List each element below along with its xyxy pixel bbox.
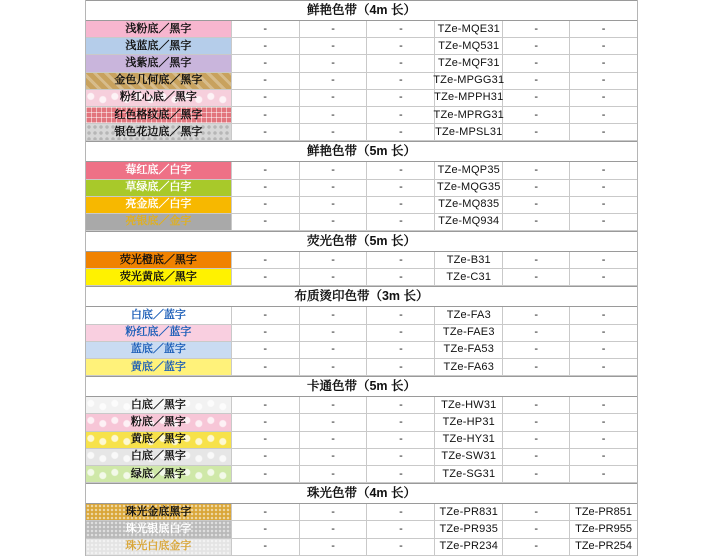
table-row <box>86 397 637 414</box>
model-number-cell: - <box>601 450 606 463</box>
width-cell: - <box>503 73 570 89</box>
width-cell: - <box>367 38 435 54</box>
width-cell: - <box>367 180 435 196</box>
table-row <box>86 107 637 124</box>
width-cell: - <box>232 397 300 413</box>
tape-color-label: 浅紫底／黑字 <box>86 55 232 71</box>
tape-color-label: 白底／黑字 <box>86 397 232 413</box>
width-cell: - <box>232 214 300 230</box>
width-cell: - <box>367 214 435 230</box>
section-title: 荧光色带（5m 长） <box>86 231 637 252</box>
model-number-cell: TZe-SG31 <box>435 466 503 482</box>
width-cell: - <box>503 269 570 285</box>
tape-color-label: 白底／黑字 <box>86 449 232 465</box>
width-cell: - <box>300 21 368 37</box>
width-cell: - <box>300 124 368 140</box>
width-cell: - <box>232 342 300 358</box>
tape-color-label: 浅粉底／黑字 <box>86 21 232 37</box>
section-title: 布质烫印色带（3m 长） <box>86 286 637 307</box>
tape-color-label: 绿底／黑字 <box>86 466 232 482</box>
width-cell: - <box>367 269 435 285</box>
model-number-cell: TZe-FA63 <box>435 359 503 375</box>
width-cell: - <box>232 252 300 268</box>
table-row <box>86 269 637 286</box>
model-number-cell: TZe-B31 <box>435 252 503 268</box>
model-number-cell: TZe-MPGG31 <box>435 73 503 89</box>
model-number-cell: - <box>601 343 606 356</box>
tape-color-label: 亮银底／金字 <box>86 214 232 230</box>
model-number-cell: - <box>601 215 606 228</box>
table-row <box>86 180 637 197</box>
model-number-cell: TZe-PR234 <box>435 539 503 555</box>
width-cell: - <box>367 197 435 213</box>
model-number-cell: TZe-FA53 <box>435 342 503 358</box>
width-cell: - <box>503 252 570 268</box>
model-number-cell: TZe-MQE31 <box>435 21 503 37</box>
table-row <box>86 21 637 38</box>
tape-color-label: 荧光橙底／黑字 <box>86 252 232 268</box>
model-number-cell: - <box>601 108 606 121</box>
width-cell: - <box>367 252 435 268</box>
model-number-cell: TZe-MQP35 <box>435 162 503 178</box>
tape-color-label: 荧光黄底／黑字 <box>86 269 232 285</box>
width-cell: - <box>503 197 570 213</box>
tape-color-label: 草绿底／白字 <box>86 180 232 196</box>
width-cell: - <box>367 107 435 123</box>
table-row <box>86 432 637 449</box>
model-number-cell: TZe-HP31 <box>435 414 503 430</box>
width-cell: - <box>300 307 368 323</box>
width-cell: - <box>300 269 368 285</box>
width-cell: - <box>232 432 300 448</box>
width-cell: - <box>300 397 368 413</box>
model-number-cell: - <box>601 125 606 138</box>
width-cell: - <box>503 107 570 123</box>
width-cell: - <box>367 521 435 537</box>
width-cell: - <box>503 124 570 140</box>
width-cell: - <box>300 197 368 213</box>
width-cell: - <box>367 73 435 89</box>
table-row <box>86 521 637 538</box>
width-cell: - <box>367 432 435 448</box>
width-cell: - <box>300 180 368 196</box>
width-cell: - <box>503 397 570 413</box>
width-cell: - <box>367 162 435 178</box>
width-cell: - <box>300 214 368 230</box>
model-number-cell: TZe-MPSL31 <box>435 124 503 140</box>
width-cell: - <box>300 504 368 520</box>
table-row <box>86 466 637 483</box>
width-cell: - <box>232 325 300 341</box>
section-title: 珠光色带（4m 长） <box>86 483 637 504</box>
tape-color-label: 珠光金底黑字 <box>86 504 232 520</box>
model-number-cell: TZe-MPPH31 <box>435 90 503 106</box>
table-row <box>86 55 637 72</box>
tape-color-label: 亮金底／白字 <box>86 197 232 213</box>
model-number-cell: - <box>601 467 606 480</box>
width-cell: - <box>232 162 300 178</box>
model-number-cell: TZe-MQ531 <box>435 38 503 54</box>
width-cell: - <box>232 21 300 37</box>
width-cell: - <box>367 504 435 520</box>
width-cell: - <box>367 466 435 482</box>
width-cell: - <box>300 342 368 358</box>
width-cell: - <box>300 432 368 448</box>
width-cell: - <box>367 124 435 140</box>
tape-color-label: 粉底／黑字 <box>86 414 232 430</box>
width-cell: - <box>503 466 570 482</box>
section-title: 鲜艳色带（5m 长） <box>86 141 637 162</box>
width-cell: - <box>503 521 570 537</box>
width-cell: - <box>232 38 300 54</box>
model-number-cell: TZe-FA3 <box>435 307 503 323</box>
tape-color-label: 浅蓝底／黑字 <box>86 38 232 54</box>
width-cell: - <box>232 197 300 213</box>
model-number-cell: TZe-HY31 <box>435 432 503 448</box>
model-number-cell: - <box>601 360 606 373</box>
model-number-cell: TZe-PR254 <box>575 540 632 553</box>
width-cell: - <box>300 449 368 465</box>
model-number-cell: - <box>601 56 606 69</box>
width-cell: - <box>503 307 570 323</box>
model-number-cell: - <box>601 415 606 428</box>
width-cell: - <box>503 432 570 448</box>
model-number-cell: TZe-FAE3 <box>435 325 503 341</box>
width-cell: - <box>232 539 300 555</box>
table-row <box>86 197 637 214</box>
tape-catalog-table <box>85 0 638 556</box>
model-number-cell: - <box>601 74 606 87</box>
width-cell: - <box>367 90 435 106</box>
model-number-cell: - <box>601 91 606 104</box>
tape-color-label: 珠光银底白字 <box>86 521 232 537</box>
width-cell: - <box>232 466 300 482</box>
width-cell: - <box>503 414 570 430</box>
width-cell: - <box>300 107 368 123</box>
tape-color-label: 黄底／黑字 <box>86 432 232 448</box>
model-number-cell: - <box>601 181 606 194</box>
table-row <box>86 38 637 55</box>
width-cell: - <box>367 414 435 430</box>
tape-color-label: 粉红底／蓝字 <box>86 325 232 341</box>
model-number-cell: TZe-MQ934 <box>435 214 503 230</box>
model-number-cell: - <box>601 253 606 266</box>
width-cell: - <box>232 307 300 323</box>
width-cell: - <box>300 325 368 341</box>
tape-color-label: 白底／蓝字 <box>86 307 232 323</box>
tape-color-label: 黄底／蓝字 <box>86 359 232 375</box>
width-cell: - <box>232 73 300 89</box>
width-cell: - <box>300 466 368 482</box>
width-cell: - <box>232 107 300 123</box>
width-cell: - <box>232 90 300 106</box>
model-number-cell: TZe-C31 <box>435 269 503 285</box>
model-number-cell: - <box>601 39 606 52</box>
width-cell: - <box>367 449 435 465</box>
width-cell: - <box>367 21 435 37</box>
width-cell: - <box>232 269 300 285</box>
model-number-cell: TZe-MQG35 <box>435 180 503 196</box>
width-cell: - <box>503 38 570 54</box>
width-cell: - <box>300 414 368 430</box>
width-cell: - <box>503 162 570 178</box>
table-row <box>86 449 637 466</box>
width-cell: - <box>367 539 435 555</box>
table-row <box>86 342 637 359</box>
table-row <box>86 90 637 107</box>
model-number-cell: TZe-MQF31 <box>435 55 503 71</box>
model-number-cell: - <box>601 398 606 411</box>
table-row <box>86 252 637 269</box>
table-row <box>86 307 637 324</box>
tape-color-label: 粉红心底／黑字 <box>86 90 232 106</box>
width-cell: - <box>503 504 570 520</box>
width-cell: - <box>300 539 368 555</box>
table-row <box>86 162 637 179</box>
model-number-cell: - <box>601 198 606 211</box>
width-cell: - <box>300 55 368 71</box>
table-row <box>86 504 637 521</box>
model-number-cell: TZe-SW31 <box>435 449 503 465</box>
table-row <box>86 73 637 90</box>
model-number-cell: - <box>601 22 606 35</box>
width-cell: - <box>367 397 435 413</box>
width-cell: - <box>300 73 368 89</box>
tape-color-label: 莓红底／白字 <box>86 162 232 178</box>
width-cell: - <box>503 359 570 375</box>
width-cell: - <box>300 252 368 268</box>
width-cell: - <box>367 307 435 323</box>
model-number-cell: TZe-PR831 <box>435 504 503 520</box>
width-cell: - <box>503 214 570 230</box>
width-cell: - <box>232 504 300 520</box>
tape-color-label: 金色几何底／黑字 <box>86 73 232 89</box>
width-cell: - <box>300 38 368 54</box>
width-cell: - <box>232 449 300 465</box>
width-cell: - <box>232 180 300 196</box>
width-cell: - <box>503 55 570 71</box>
model-number-cell: - <box>601 326 606 339</box>
tape-color-label: 珠光白底金字 <box>86 539 232 555</box>
width-cell: - <box>232 124 300 140</box>
width-cell: - <box>503 449 570 465</box>
table-row <box>86 124 637 141</box>
model-number-cell: TZe-PR955 <box>575 522 632 535</box>
width-cell: - <box>232 521 300 537</box>
tape-color-label: 蓝底／蓝字 <box>86 342 232 358</box>
width-cell: - <box>300 521 368 537</box>
table-row <box>86 539 637 556</box>
model-number-cell: TZe-MQ835 <box>435 197 503 213</box>
model-number-cell: TZe-PR851 <box>575 505 632 518</box>
width-cell: - <box>503 539 570 555</box>
table-row <box>86 214 637 231</box>
width-cell: - <box>367 359 435 375</box>
width-cell: - <box>300 359 368 375</box>
width-cell: - <box>367 55 435 71</box>
width-cell: - <box>503 180 570 196</box>
tape-color-label: 红色格纹底／黑字 <box>86 107 232 123</box>
section-title: 鲜艳色带（4m 长） <box>86 0 637 21</box>
model-number-cell: - <box>601 163 606 176</box>
model-number-cell: - <box>601 309 606 322</box>
width-cell: - <box>232 55 300 71</box>
width-cell: - <box>503 90 570 106</box>
width-cell: - <box>367 325 435 341</box>
width-cell: - <box>232 414 300 430</box>
width-cell: - <box>300 162 368 178</box>
section-title: 卡通色带（5m 长） <box>86 376 637 397</box>
model-number-cell: - <box>601 270 606 283</box>
width-cell: - <box>300 90 368 106</box>
model-number-cell: - <box>601 433 606 446</box>
width-cell: - <box>503 342 570 358</box>
width-cell: - <box>503 21 570 37</box>
width-cell: - <box>232 359 300 375</box>
width-cell: - <box>367 342 435 358</box>
width-cell: - <box>503 325 570 341</box>
tape-color-label: 银色花边底／黑字 <box>86 124 232 140</box>
table-row <box>86 414 637 431</box>
table-row <box>86 325 637 342</box>
table-row <box>86 359 637 376</box>
model-number-cell: TZe-MPRG31 <box>435 107 503 123</box>
model-number-cell: TZe-PR935 <box>435 521 503 537</box>
model-number-cell: TZe-HW31 <box>435 397 503 413</box>
